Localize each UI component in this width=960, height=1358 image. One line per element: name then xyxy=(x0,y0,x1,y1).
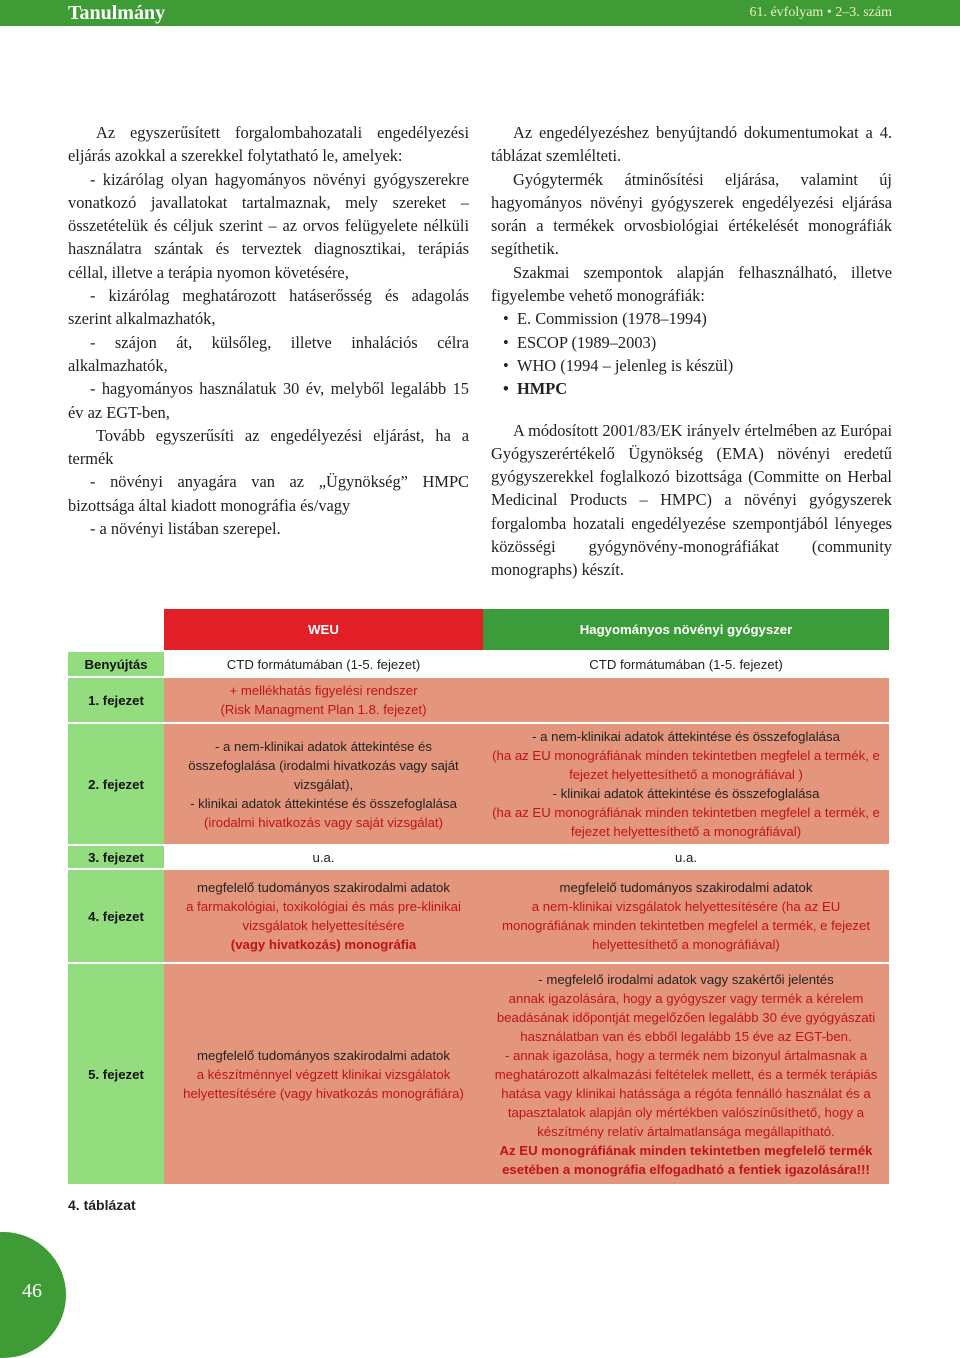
row-label: Benyújtás xyxy=(68,652,164,676)
running-header xyxy=(0,0,960,26)
table-cell xyxy=(483,678,889,722)
paragraph: - növényi anyagára van az „Ügynökség” HMPC bizottsága által kiadott monográfia és/vagy xyxy=(68,472,469,515)
paragraph: Tovább egyszerűsíti az engedélyezési eljárást, ha a termék xyxy=(68,425,469,469)
paragraph: - a növényi listában szerepel. xyxy=(90,519,281,539)
table-cell: CTD formátumában (1-5. fejezet) xyxy=(589,656,783,672)
right-column xyxy=(491,121,892,582)
paragraph: Az engedélyezéshez benyújtandó dokumentumokat a 4. táblázat szemlélteti. xyxy=(491,123,892,166)
left-column xyxy=(68,121,469,540)
paragraph: A módosított 2001/83/EK irányelv értelmében az Európai Gyógyszerértékelő Ügynökség (EMA) növényi eredetű gyógyszerekkel foglalkozó bizottsága (Committe on Herbal Medicinal Products – HMPC) a növényi gyógyszerek forgalomba hozatali engedélyezése szempontjából lényeges közösségi gyógynövény-monográfiákat (community monographs) készít. xyxy=(491,420,892,580)
row-label: 2. fejezet xyxy=(68,724,164,844)
table-cell: + mellékhatás figyelési rendszer (Risk Managment Plan 1.8. fejezet) xyxy=(164,678,483,722)
list-item: • ESCOP (1989–2003) xyxy=(491,331,892,354)
table-cell: - megfelelő irodalmi adatok vagy szakértői jelentés annak igazolására, hogy a gyógyszer vagy termék a kérelem beadásának időpontját megelőzően legalább 30 éve gyógyászati használatban van és ebből legalább 15 éve az EGT-ben. - annak igazolása, hogy a termék nem bizonyul ártalmasnak a meghatározott alkalmazási feltételek mellett, és a termék terápiás hatása vagy klinikai hatássága a régóta fennálló használat és a tapasztalatok alapján oly mértékben valószínűsíthető, hogy a készítmény relatív ártalmatlansága megállapítható. Az EU monográfiának minden tekintetben megfelelő termék esetében a monográfia elfogadható a fentiek igazolására!!! xyxy=(483,964,889,1184)
list-item: • WHO (1994 – jelenleg is készül) xyxy=(491,354,892,377)
issue-label: 61. évfolyam • 2–3. szám xyxy=(749,5,892,20)
paragraph: - kizárólag olyan hagyományos növényi gyógyszerekre vonatkozó javallatokat tartalmaznak, mely szereket – összetételük és céljuk szerint – az orvos felügyelete nélküli használatra szántak és terveztek diagnosztikai, terápiás céllal, illetve a terápia nyomon követésére, xyxy=(68,169,469,282)
table-cell: - a nem-klinikai adatok áttekintése és összefoglalása (ha az EU monográfiának minden tekintetben megfelel a termék, e fejezet helyettesíthető a monográfiával ) - klinikai adatok áttekintése és összefoglalása (ha az EU monográfiának minden tekintetben megfelel a termék, e fejezet helyettesíthető a monográfiával) xyxy=(483,724,889,844)
table-row xyxy=(68,846,889,868)
paragraph: Az egyszerűsített forgalombahozatali engedélyezési eljárás azokkal a szerekkel folytatható le, amelyek: xyxy=(68,123,469,166)
table-row xyxy=(68,724,889,844)
table-cell: megfelelő tudományos szakirodalmi adatok a farmakológiai, toxikológiai és más pre-klinikai vizsgálatok helyettesítésére (vagy hivatkozás) monográfia xyxy=(164,870,483,962)
table-row xyxy=(68,678,889,722)
table-row xyxy=(68,652,889,676)
weu-header: WEU xyxy=(164,609,483,650)
traditional-header: Hagyományos növényi gyógyszer xyxy=(483,609,889,650)
list-item: • HMPC xyxy=(491,377,892,400)
table-cell: CTD formátumában (1-5. fejezet) xyxy=(226,656,421,672)
row-label: 5. fejezet xyxy=(68,964,164,1184)
paragraph: - kizárólag meghatározott hatáserősség és adagolás szerint alkalmazhatók, xyxy=(68,286,469,329)
table-cell: u.a. xyxy=(675,849,697,865)
table-row xyxy=(68,870,889,962)
list-item: • E. Commission (1978–1994) xyxy=(491,307,892,330)
page-number: 46 xyxy=(22,1280,42,1302)
paragraph: Szakmai szempontok alapján felhasználható, illetve figyelembe vehető monográfiák: xyxy=(491,262,892,306)
table-cell: megfelelő tudományos szakirodalmi adatok a készítménnyel végzett klinikai vizsgálatok helyettesítésére (vagy hivatkozás monográfiára) xyxy=(164,964,483,1184)
table-4 xyxy=(68,607,889,1186)
monograph-list xyxy=(491,307,892,400)
table-row xyxy=(68,964,889,1184)
table-cell: u.a. xyxy=(312,849,335,865)
table-header-row xyxy=(68,609,889,650)
table-caption: 4. táblázat xyxy=(68,1197,136,1213)
section-title: Tanulmány xyxy=(68,2,166,24)
row-label: 3. fejezet xyxy=(68,846,164,868)
table-cell: - a nem-klinikai adatok áttekintése és összefoglalása (irodalmi hivatkozás vagy saját vizsgálat), - klinikai adatok áttekintése és összefoglalása (irodalmi hivatkozás vagy saját vizsgálat) xyxy=(164,724,483,844)
paragraph: - hagyományos használatuk 30 év, melyből legalább 15 év az EGT-ben, xyxy=(68,379,469,422)
row-label: 4. fejezet xyxy=(68,870,164,962)
paragraph: Gyógytermék átminősítési eljárása, valamint új hagyományos növényi gyógyszerek engedélyezési eljárása során a termékek orvosbiológiai értékelését monográfiák segíthetik. xyxy=(491,169,892,259)
row-label: 1. fejezet xyxy=(68,678,164,722)
paragraph: - szájon át, külsőleg, illetve inhalációs célra alkalmazhatók, xyxy=(68,332,469,375)
table-cell: megfelelő tudományos szakirodalmi adatok a nem-klinikai vizsgálatok helyettesítésére (ha az EU monográfiának minden tekintetben megfelel a termék, e fejezet helyettesíthető a monográfiával) xyxy=(483,870,889,962)
page-number-badge xyxy=(0,1232,66,1358)
